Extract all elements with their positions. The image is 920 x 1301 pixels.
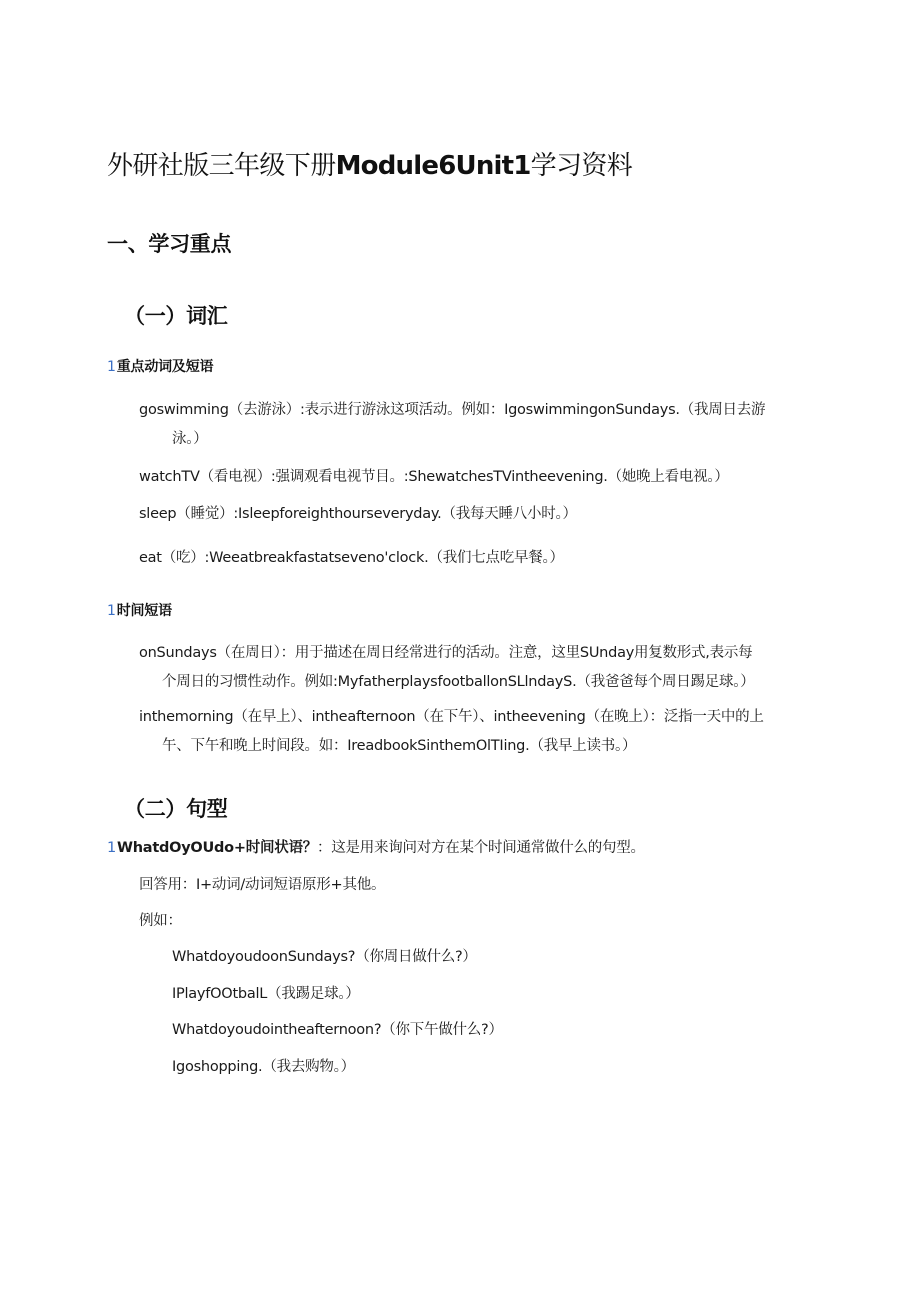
example-sentence: Igoshopping.（我去购物。） [172, 1059, 355, 1075]
vocab-item-eat: eat（吃）:Weeatbreakfastatseveno'clock.（我们七点吃早餐。） [139, 550, 564, 566]
subheading-sentence-patterns: （二）句型 [124, 797, 228, 821]
vocab-item-line: goswimming（去游泳）:表示进行游泳这项活动。例如：IgoswimmingonSundays.（我周日去游 [139, 402, 766, 418]
title-module-unit: Module6Unit1 [335, 151, 531, 181]
time-item-line: 午、下午和晚上时间段。如：IreadbookSinthemOlTIing.（我早上读书。） [162, 738, 637, 754]
heading-key-verbs [107, 356, 213, 376]
time-item-parts-of-day [139, 703, 764, 761]
heading-text: 时间短语 [116, 603, 172, 619]
pattern-question: WhatdOyOUdo+时间状语？ [116, 840, 318, 856]
example-sentence: WhatdoyoudoonSundays?（你周日做什么?） [172, 949, 477, 965]
document-title [107, 145, 632, 182]
vocab-item-goswimming [139, 396, 765, 454]
vocab-item-watchtv: watchTV（看电视）:强调观看电视节目。:ShewatchesTVintheevening.（她晚上看电视。） [139, 469, 729, 485]
heading-number: 1 [107, 359, 116, 375]
time-item-line: inthemorning（在早上）、intheafternoon（在下午）、intheevening（在晚上）：泛指一天中的上 [139, 709, 764, 725]
vocab-item-sleep: sleep（睡觉）:Isleepforeighthourseveryday.（我每天睡八小时。） [139, 506, 577, 522]
subheading-vocabulary: （一）词汇 [124, 304, 228, 328]
heading-time-phrases [107, 600, 172, 620]
time-item-line: onSundays（在周日）：用于描述在周日经常进行的活动。注意，这里SUnday用复数形式,表示每 [139, 645, 753, 661]
heading-text: 重点动词及短语 [116, 359, 214, 375]
example-sentence: IPlayfOOtbalL（我踢足球。） [172, 986, 360, 1002]
pattern-line [107, 834, 645, 863]
title-chinese-suffix: 学习资料 [530, 151, 633, 181]
example-label: 例如： [139, 913, 182, 929]
heading-number: 1 [107, 603, 116, 619]
answer-rule: 回答用：I+动词/动词短语原形+其他。 [139, 877, 386, 893]
pattern-explanation: ：这是用来询问对方在某个时间通常做什么的句型。 [317, 840, 645, 856]
vocab-item-line: 泳。） [172, 431, 208, 447]
section-heading-key-points: 一、学习重点 [107, 232, 232, 256]
title-chinese-prefix: 外研社版三年级下册 [107, 151, 336, 181]
time-item-onsundays [139, 639, 754, 697]
pattern-number: 1 [107, 840, 116, 856]
example-sentence: Whatdoyoudointheafternoon?（你下午做什么?） [172, 1022, 503, 1038]
time-item-line: 个周日的习惯性动作。例如:MyfatherplaysfootballonSLlndayS.（我爸爸每个周日踢足球。） [162, 674, 755, 690]
